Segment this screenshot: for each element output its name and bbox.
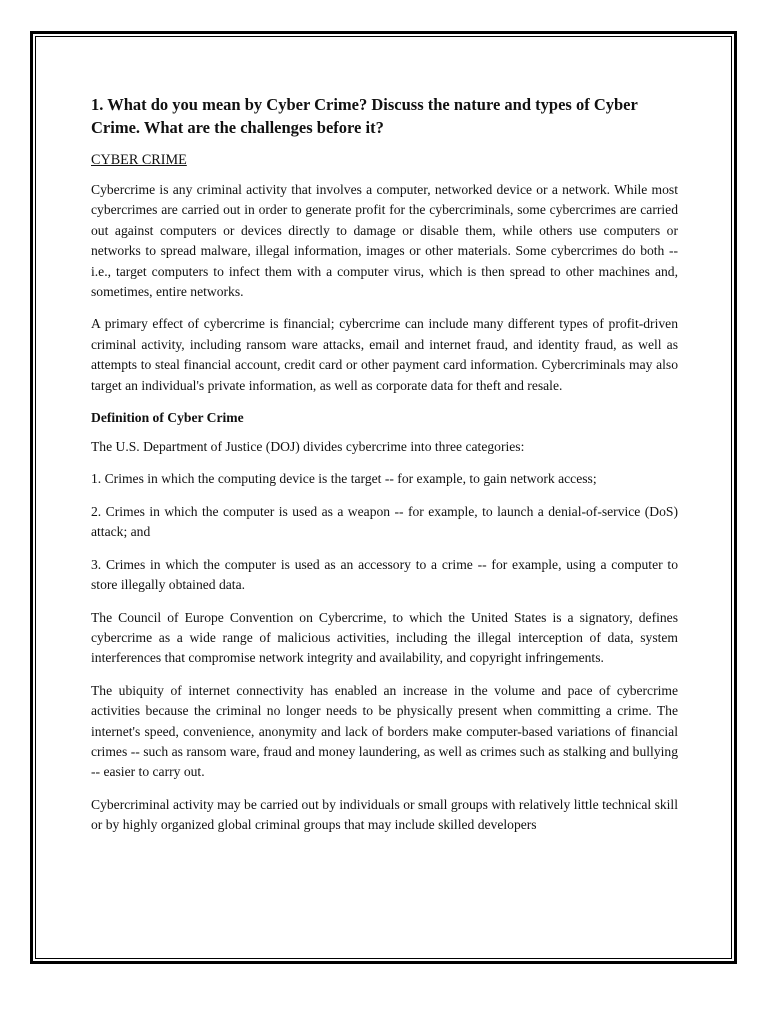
list-item-category-3: 3. Crimes in which the computer is used as an accessory to a crime -- for example, using a computer to store illegally obtained data.: [91, 556, 678, 593]
paragraph-council-of-europe: The Council of Europe Convention on Cybercrime, to which the United States is a signatory, defines cybercrime as a wide range of malicious activities, including the illegal interception of data, system interferences that compromise network integrity and availability, and copyright infringements.: [91, 609, 678, 666]
document-body: [91, 93, 678, 848]
paragraph-intro-2: A primary effect of cybercrime is financial; cybercrime can include many different types of profit-driven criminal activity, including ransom ware attacks, email and internet fraud, and identity fraud, as well as attempts to steal financial account, credit card or other payment card information. Cybercriminals may also target an individual's private information, as well as corporate data for theft and resale.: [91, 316, 678, 393]
paragraph-internet-connectivity: The ubiquity of internet connectivity has enabled an increase in the volume and pace of cybercrime activities because the criminal no longer needs to be physically present when committing a crime. The internet's speed, convenience, anonymity and lack of borders make computer-based variations of financial crimes -- such as ransom ware, fraud and money laundering, as well as crimes such as stalking and bullying -- easier to carry out.: [91, 682, 678, 780]
paragraph-cybercriminal-activity: Cybercriminal activity may be carried out by individuals or small groups with relatively little technical skill or by highly organized global criminal groups that may include skilled developers: [91, 796, 678, 833]
list-item-category-2: 2. Crimes in which the computer is used as a weapon -- for example, to launch a denial-of-service (DoS) attack; and: [91, 503, 678, 540]
definition-heading: Definition of Cyber Crime: [91, 410, 244, 426]
paragraph-intro-1: Cybercrime is any criminal activity that involves a computer, networked device or a network. While most cybercrimes are carried out in order to generate profit for the cybercriminals, some cybercrimes are carried out against computers or devices directly to damage or disable them, while others use computers or networks to spread malware, illegal information, images or other materials. Some cybercrimes do both -- i.e., target computers to infect them with a computer virus, which is then spread to other machines and, sometimes, entire networks.: [91, 182, 678, 300]
paragraph-doj-categories: The U.S. Department of Justice (DOJ) divides cybercrime into three categories:: [91, 439, 525, 455]
section-title-cyber-crime: CYBER CRIME: [91, 152, 187, 168]
list-item-category-1: 1. Crimes in which the computing device is the target -- for example, to gain network access;: [91, 471, 597, 487]
question-heading: 1. What do you mean by Cyber Crime? Discuss the nature and types of Cyber Crime. What are the challenges before it?: [91, 95, 638, 137]
